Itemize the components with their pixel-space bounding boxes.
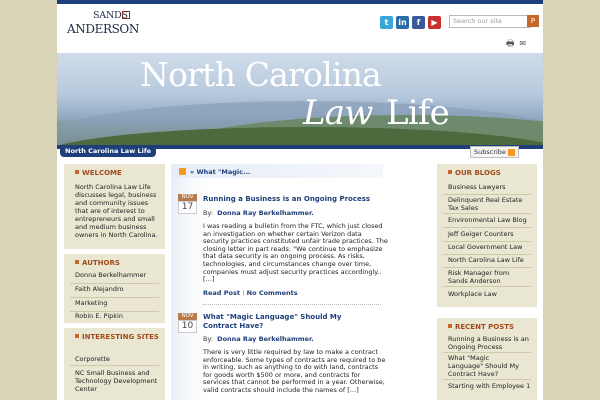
post-divider [203, 304, 381, 306]
bullet-icon [75, 170, 79, 174]
site-link[interactable]: Corporette [75, 355, 110, 363]
top-bar [57, 0, 543, 4]
print-icon[interactable]: 🖶 [506, 39, 515, 49]
divider [443, 213, 531, 214]
divider [443, 379, 531, 380]
post-byline: By: Donna Ray Berkelhammer. [203, 335, 314, 343]
search-button[interactable]: P [527, 15, 539, 27]
blog-link[interactable]: Workplace Law [448, 290, 497, 298]
post-month: NOV [178, 313, 197, 320]
post-footer: Read Post | No Comments [203, 289, 298, 297]
logo-line-1: SANDS [93, 10, 128, 21]
youtube-icon[interactable]: ▶ [428, 16, 441, 29]
welcome-box [64, 164, 165, 249]
comments-link[interactable]: No Comments [246, 289, 298, 297]
author-link[interactable]: Marketing [75, 299, 108, 307]
bullet-icon [448, 170, 452, 174]
post-day: 17 [178, 201, 197, 214]
banner-title-line1: North Carolina [140, 55, 381, 94]
our-blogs-box [437, 164, 537, 307]
authors-heading: AUTHORS [64, 254, 165, 267]
rss-icon [508, 149, 515, 156]
banner-title-law: Law [303, 93, 373, 133]
our-blogs-heading: OUR BLOGS [437, 164, 537, 177]
banner [57, 53, 543, 145]
rss-icon[interactable] [179, 168, 186, 175]
previous-post-link[interactable]: « What "Magic... [190, 168, 251, 176]
linkedin-icon[interactable]: in [396, 16, 409, 29]
post-author[interactable]: Donna Ray Berkelhammer. [217, 335, 314, 343]
divider [70, 365, 159, 366]
post-excerpt: There is very little required by law to make a contract enforceable. Some types of contracts are required to be in writing, such as anything to do with land, contracts for goods worth $500 or more, and contracts for services that cannot be performed in a year. Otherwise, valid contracts should include the names of […] [203, 348, 386, 394]
divider [443, 286, 531, 287]
twitter-icon[interactable]: t [380, 16, 393, 29]
welcome-heading: WELCOME [64, 164, 165, 177]
divider [443, 194, 531, 195]
blog-link[interactable]: Business Lawyers [448, 183, 506, 191]
logo-line-2: ANDERSON [67, 22, 139, 36]
sands-anderson-logo[interactable] [67, 10, 137, 38]
authors-box [64, 254, 165, 323]
divider [443, 254, 531, 255]
subscribe-label: Subscribe [474, 148, 506, 156]
interesting-sites-box [64, 328, 165, 400]
divider [443, 241, 531, 242]
search-input[interactable]: Search our site [449, 15, 531, 28]
author-link[interactable]: Donna Berkelhammer [75, 271, 147, 279]
blog-link[interactable]: Environmental Law Blog [448, 216, 527, 224]
breadcrumb[interactable]: North Carolina Law Life [60, 146, 156, 157]
banner-title-life: Life [386, 93, 449, 133]
post-month: NOV [178, 194, 197, 201]
read-post-link[interactable]: Read Post [203, 289, 240, 297]
page [57, 0, 543, 400]
blog-link[interactable]: Local Government Law [448, 243, 523, 251]
main-filter-bar [171, 164, 383, 178]
recent-post-link[interactable]: What "Magic Language" Should My Contract Have? [448, 354, 519, 378]
divider [70, 283, 159, 284]
subscribe-button[interactable] [470, 146, 519, 158]
recent-posts-heading: RECENT POSTS [437, 318, 537, 331]
blog-link[interactable]: Delinquent Real Estate Tax Sales [448, 196, 523, 212]
logo-mark-icon [122, 11, 130, 19]
author-link[interactable]: Robin E. Pipkin [75, 312, 123, 320]
blog-link[interactable]: North Carolina Law Life [448, 256, 524, 264]
post-day: 10 [178, 320, 197, 333]
author-link[interactable]: Faith Alejandro [75, 285, 124, 293]
bullet-icon [75, 334, 79, 338]
divider [443, 227, 531, 228]
recent-post-link[interactable]: Starting with Employee 1 [448, 382, 531, 390]
interesting-sites-heading: INTERESTING SITES [64, 328, 165, 341]
post-byline: By: Donna Ray Berkelhammer. [203, 209, 314, 217]
post-title[interactable]: What "Magic Language" Should My Contract Have? [203, 313, 342, 330]
facebook-icon[interactable]: f [412, 16, 425, 29]
post-date [178, 194, 197, 214]
bullet-icon [448, 324, 452, 328]
site-link[interactable]: NC Small Business and Technology Development Center [75, 369, 158, 393]
post-excerpt: I was reading a bulletin from the FTC, which just closed an investigation on whether certain Verizon data security practices constituted unfair trade practices. The closing letter in part reads: "We continue to emphasize that data security is an ongoing process. As risks, technologies, and circumstances change over time, companies must adjust security practices accordingly.. […] [203, 222, 388, 284]
blog-link[interactable]: Risk Manager from Sands Anderson [448, 269, 510, 285]
post-author[interactable]: Donna Ray Berkelhammer. [217, 209, 314, 217]
recent-post-link[interactable]: Running a Business is an Ongoing Process [448, 335, 529, 351]
blog-link[interactable]: Jeff Geiger Counters [448, 230, 514, 238]
welcome-text: North Carolina Law Life discusses legal, business and community issues that are of interest to entrepreneurs and small and medium business owners in North Carolina. [75, 183, 158, 239]
recent-posts-box [437, 318, 537, 400]
bullet-icon [75, 260, 79, 264]
email-icon[interactable]: ✉ [519, 39, 527, 48]
page-tools [506, 36, 526, 52]
post-date [178, 313, 197, 333]
divider [70, 297, 159, 298]
divider [443, 267, 531, 268]
post-title[interactable]: Running a Business is an Ongoing Process [203, 195, 371, 203]
divider [443, 352, 531, 353]
